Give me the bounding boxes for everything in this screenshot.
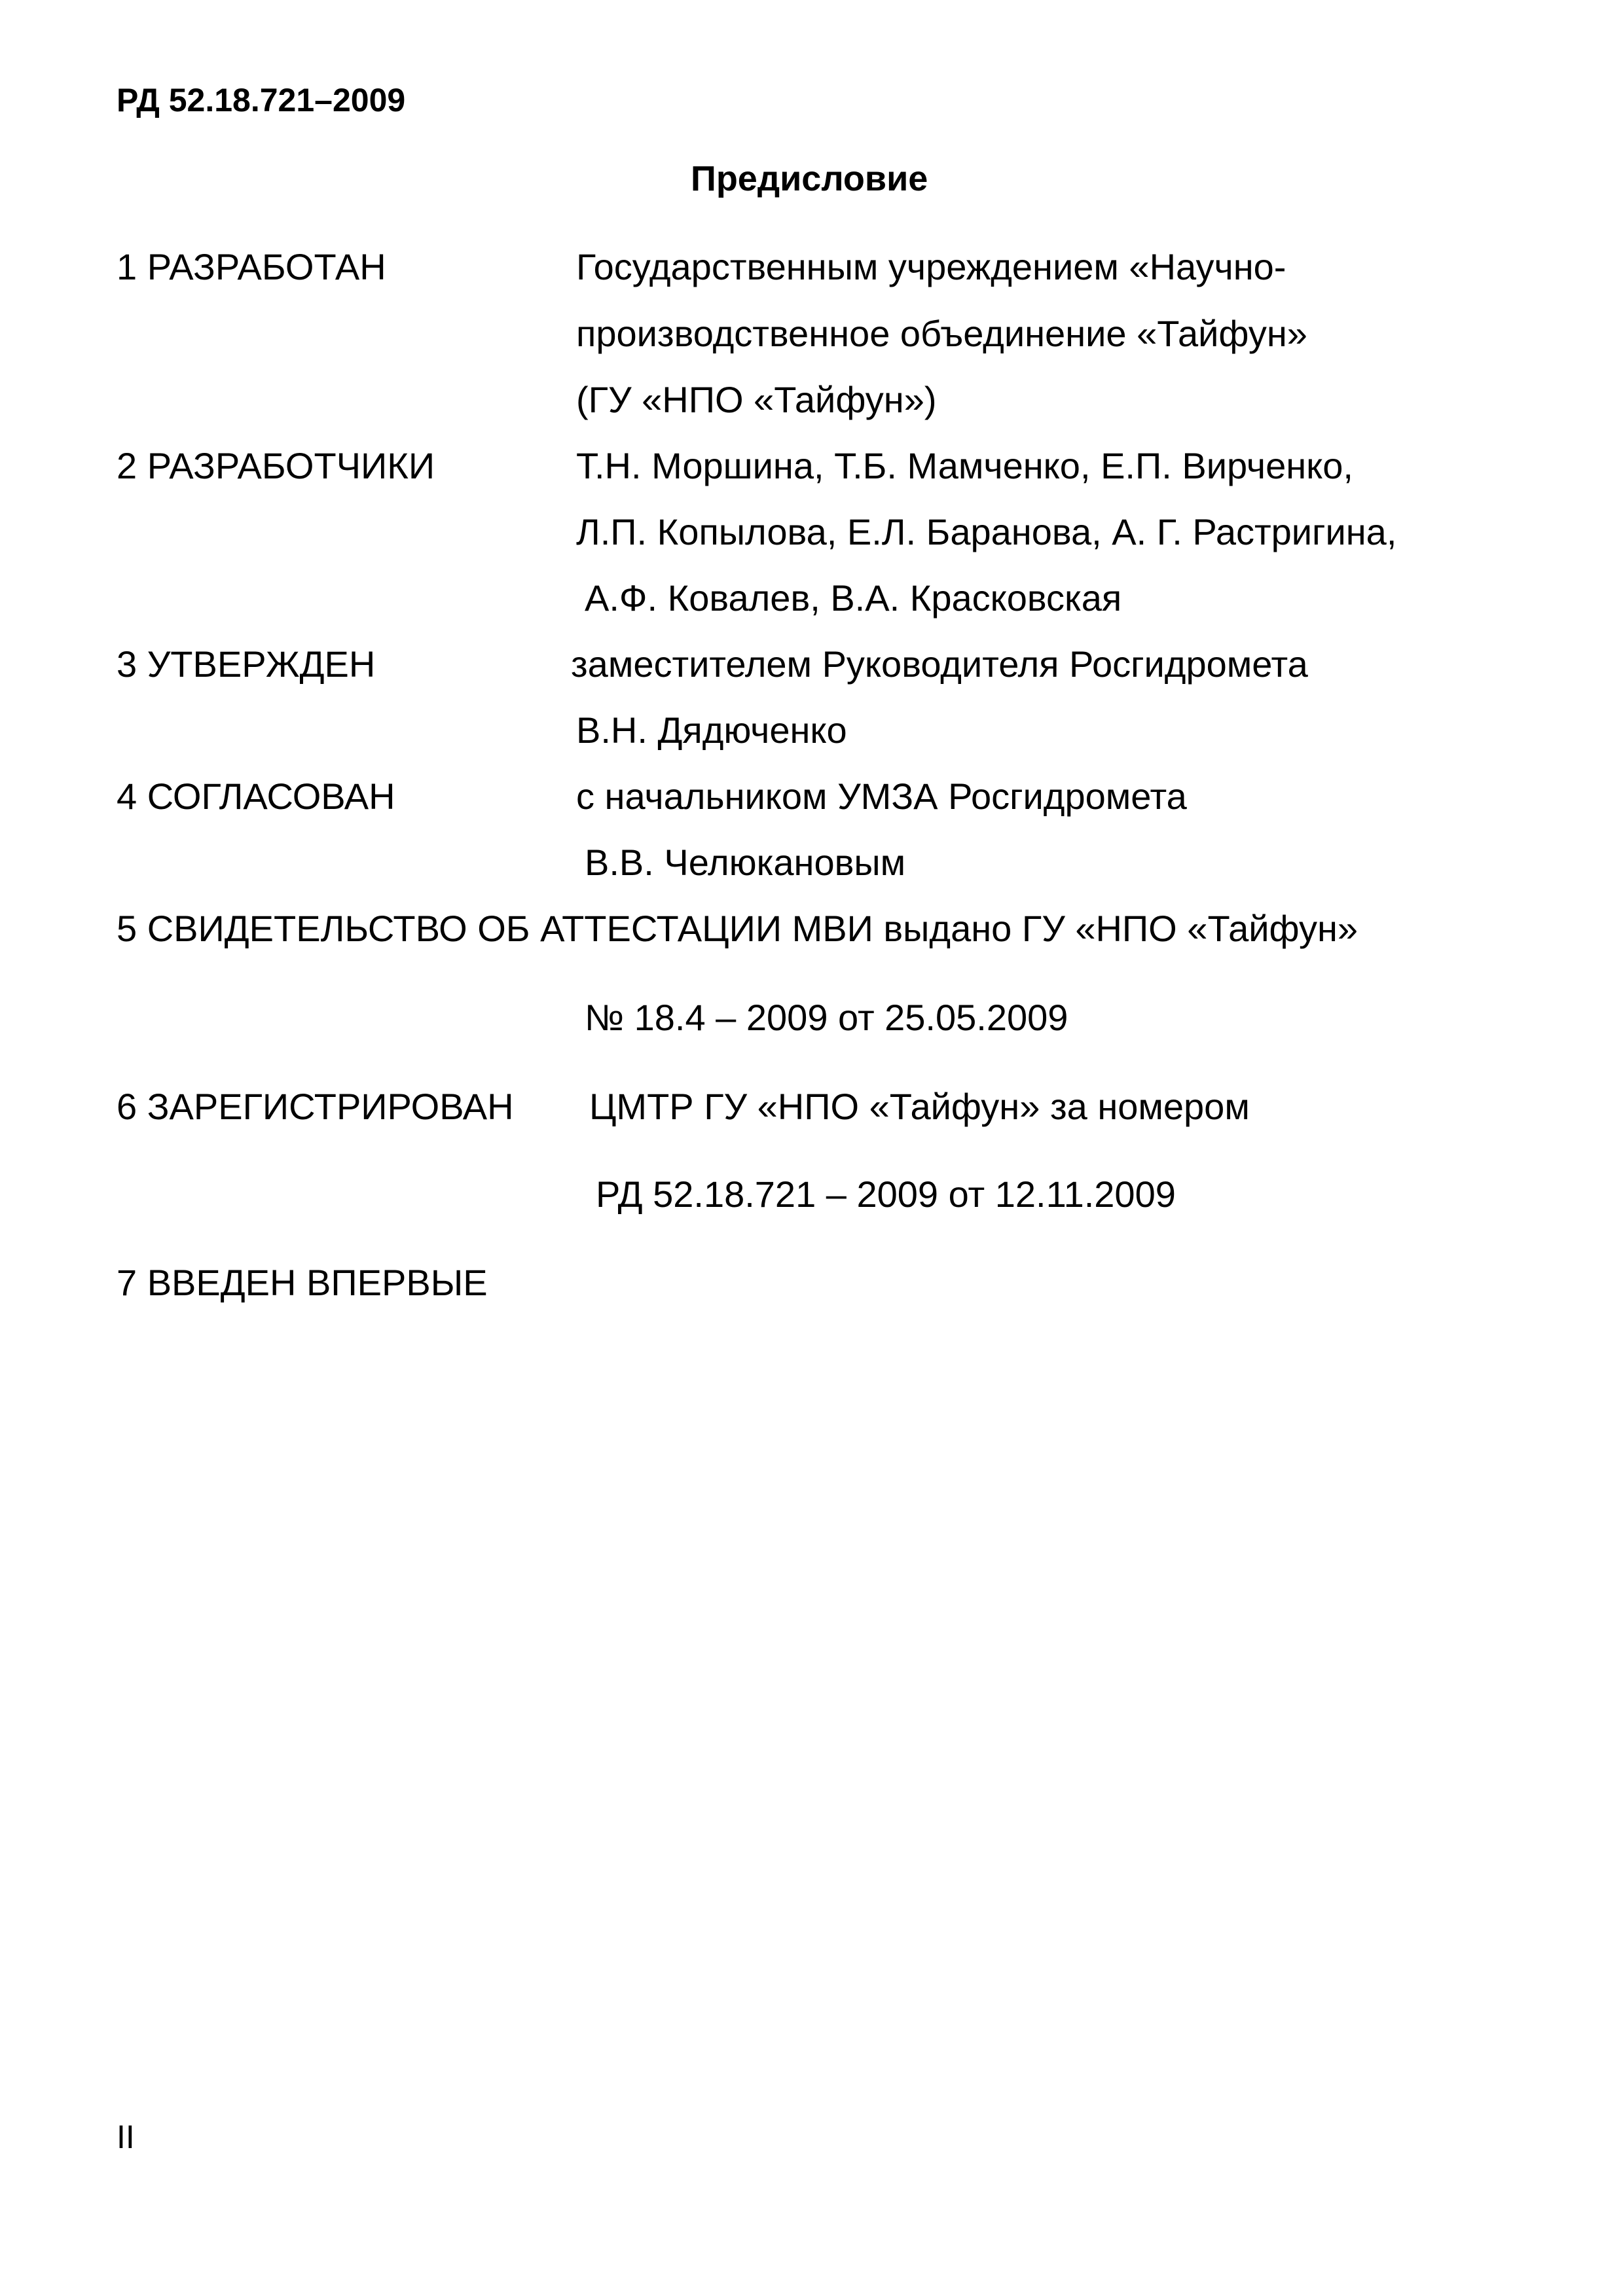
- page-number: II: [117, 2119, 135, 2155]
- page-title: Предисловие: [691, 159, 928, 198]
- item-2-line-1: Т.Н. Моршина, Т.Б. Мамченко, Е.П. Вирченко,: [576, 445, 1353, 486]
- item-5-label: 5 СВИДЕТЕЛЬСТВО ОБ АТТЕСТАЦИИ МВИ выдано ГУ «НПО «Тайфун»: [117, 908, 1359, 949]
- item-1-line-1: Государственным учреждением «Научно-: [576, 246, 1286, 287]
- item-4-line-1: с начальником УМЗА Росгидромета: [576, 776, 1187, 817]
- item-1-line-3: (ГУ «НПО «Тайфун»): [576, 379, 937, 420]
- item-6-line-1: ЦМТР ГУ «НПО «Тайфун» за номером: [589, 1086, 1250, 1127]
- document-code: РД 52.18.721–2009: [117, 82, 406, 118]
- item-4-line-2: В.В. Челюкановым: [585, 842, 906, 883]
- item-6-label: 6 ЗАРЕГИСТРИРОВАН: [117, 1086, 514, 1127]
- item-4-label: 4 СОГЛАСОВАН: [117, 776, 395, 817]
- item-2-label: 2 РАЗРАБОТЧИКИ: [117, 445, 435, 486]
- item-3-line-2: В.Н. Дядюченко: [576, 709, 847, 751]
- item-1-line-2: производственное объединение «Тайфун»: [576, 313, 1307, 354]
- item-5-line-1: № 18.4 – 2009 от 25.05.2009: [585, 997, 1068, 1038]
- item-3-line-1: заместителем Руководителя Росгидромета: [571, 643, 1308, 685]
- item-7-label: 7 ВВЕДЕН ВПЕРВЫЕ: [117, 1262, 488, 1303]
- item-3-label: 3 УТВЕРЖДЕН: [117, 643, 376, 685]
- item-1-label: 1 РАЗРАБОТАН: [117, 246, 386, 287]
- item-6-line-2: РД 52.18.721 – 2009 от 12.11.2009: [596, 1174, 1176, 1215]
- item-2-line-3: А.Ф. Ковалев, В.А. Красковская: [585, 577, 1122, 619]
- item-2-line-2: Л.П. Копылова, Е.Л. Баранова, А. Г. Растригина,: [576, 511, 1397, 552]
